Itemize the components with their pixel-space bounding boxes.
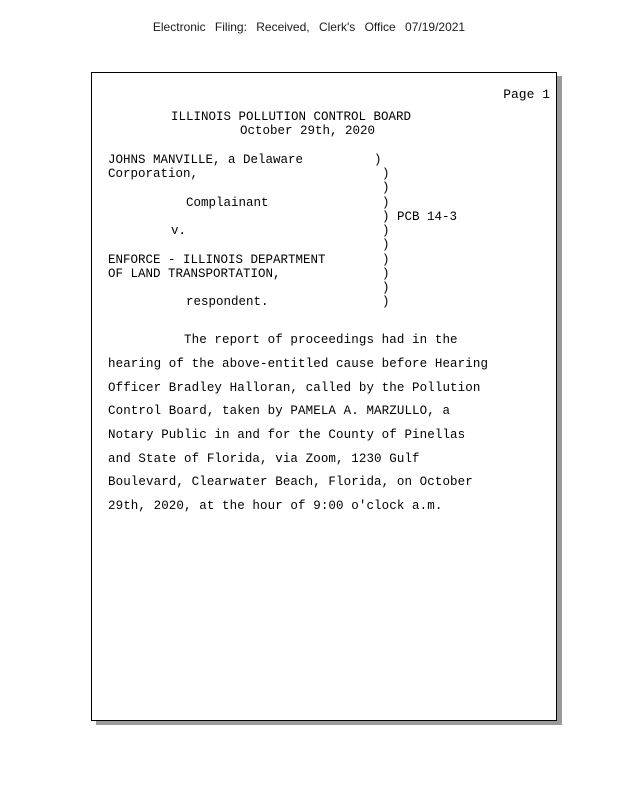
electronic-filing-stamp: Electronic Filing: Received, Clerk's Office 07/19/2021	[152, 20, 466, 34]
caption-paren: )	[382, 295, 390, 309]
complainant-role: Complainant	[186, 196, 269, 210]
body-line: Officer Bradley Halloran, called by the Pollution	[108, 381, 481, 395]
hearing-date: October 29th, 2020	[240, 124, 376, 138]
caption-paren: )	[382, 224, 390, 238]
case-number: PCB 14-3	[397, 210, 458, 224]
caption-paren: )	[382, 238, 390, 252]
versus: v.	[171, 224, 187, 238]
caption-paren: )	[382, 281, 390, 295]
board-title: ILLINOIS POLLUTION CONTROL BOARD	[171, 110, 412, 124]
respondent-name-line2: OF LAND TRANSPORTATION,	[108, 267, 281, 281]
respondent-role: respondent.	[186, 295, 269, 309]
transcript-page	[91, 72, 557, 721]
body-line: 29th, 2020, at the hour of 9:00 o'clock a.m.	[108, 499, 443, 513]
complainant-name-line1: JOHNS MANVILLE, a Delaware	[108, 153, 304, 167]
caption-paren: )	[374, 153, 382, 167]
caption-paren: )	[382, 253, 390, 267]
body-line: Boulevard, Clearwater Beach, Florida, on October	[108, 475, 473, 489]
caption-paren: )	[382, 181, 390, 195]
caption-paren: )	[382, 267, 390, 281]
body-line: The report of proceedings had in the	[108, 333, 458, 347]
caption-paren: )	[382, 196, 390, 210]
body-line: Control Board, taken by PAMELA A. MARZULLO, a	[108, 404, 451, 418]
complainant-name-line2: Corporation,	[108, 167, 199, 181]
caption-paren: )	[382, 210, 390, 224]
page-number: Page 1	[503, 87, 550, 102]
caption-paren: )	[382, 167, 390, 181]
body-line: hearing of the above-entitled cause before Hearing	[108, 357, 489, 371]
respondent-name-line1: ENFORCE - ILLINOIS DEPARTMENT	[108, 253, 326, 267]
body-line: Notary Public in and for the County of Pinellas	[108, 428, 466, 442]
body-line: and State of Florida, via Zoom, 1230 Gulf	[108, 452, 420, 466]
